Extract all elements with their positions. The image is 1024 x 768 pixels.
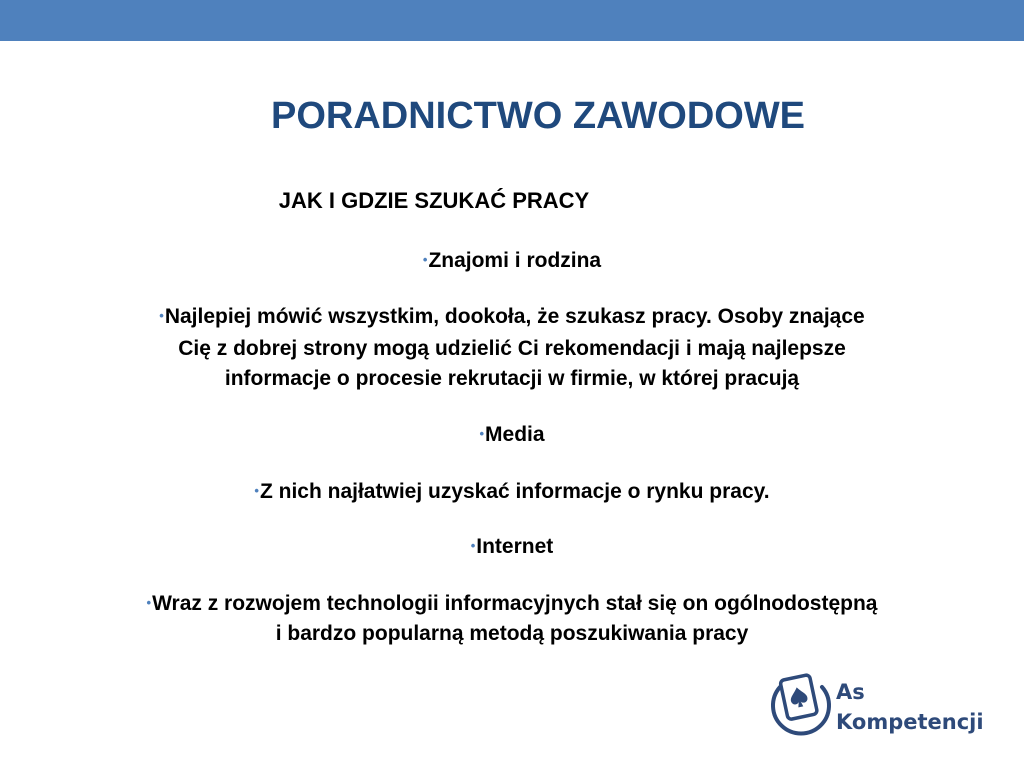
spade-card-icon — [768, 673, 832, 743]
list-item — [50, 420, 974, 452]
list-item-text: Z nich najłatwiej uzyskać informacje o rynku pracy. — [259, 480, 770, 503]
list-item-text-line: Wraz z rozwojem technologii informacyjnych stał się on ogólnodostępną — [152, 592, 878, 615]
header-bar — [0, 0, 1024, 41]
list-item-continuation — [50, 364, 974, 394]
list-item — [50, 589, 974, 621]
list-item-text-line: Najlepiej mówić wszystkim, dookoła, że szukasz pracy. Osoby znające — [164, 305, 865, 328]
list-item — [50, 477, 974, 509]
list-item-text: Media — [485, 423, 545, 446]
list-item — [50, 302, 974, 334]
bullet-icon: • — [254, 483, 259, 498]
logo-text — [836, 677, 984, 737]
bullet-icon: • — [159, 308, 164, 323]
logo-line-1: As — [836, 680, 865, 704]
list-item-continuation — [50, 619, 974, 649]
slide-title — [0, 92, 1024, 140]
slide-title-text: PORADNICTWO ZAWODOWE — [270, 95, 806, 137]
list-item-text-line: Cię z dobrej strony mogą udzielić Ci rekomendacji i mają najlepsze — [178, 337, 846, 360]
list-item-text-line: i bardzo popularną metodą poszukiwania pracy — [275, 622, 749, 645]
list-item-text: Znajomi i rodzina — [428, 249, 602, 272]
bullet-icon: • — [470, 538, 476, 553]
bullet-icon: • — [479, 426, 485, 441]
list-item — [50, 246, 974, 278]
list-item-text: Internet — [476, 535, 554, 558]
bullet-icon: • — [422, 252, 428, 267]
list-item-continuation — [50, 334, 974, 364]
bullet-icon: • — [146, 595, 152, 610]
subheading: JAK I GDZIE SZUKAĆ PRACY — [278, 188, 590, 213]
logo — [768, 673, 998, 743]
logo-line-2: Kompetencji — [836, 710, 984, 734]
list-item-text-line: informacje o procesie rekrutacji w firmie, w której pracują — [224, 367, 800, 390]
list-item — [50, 532, 974, 564]
